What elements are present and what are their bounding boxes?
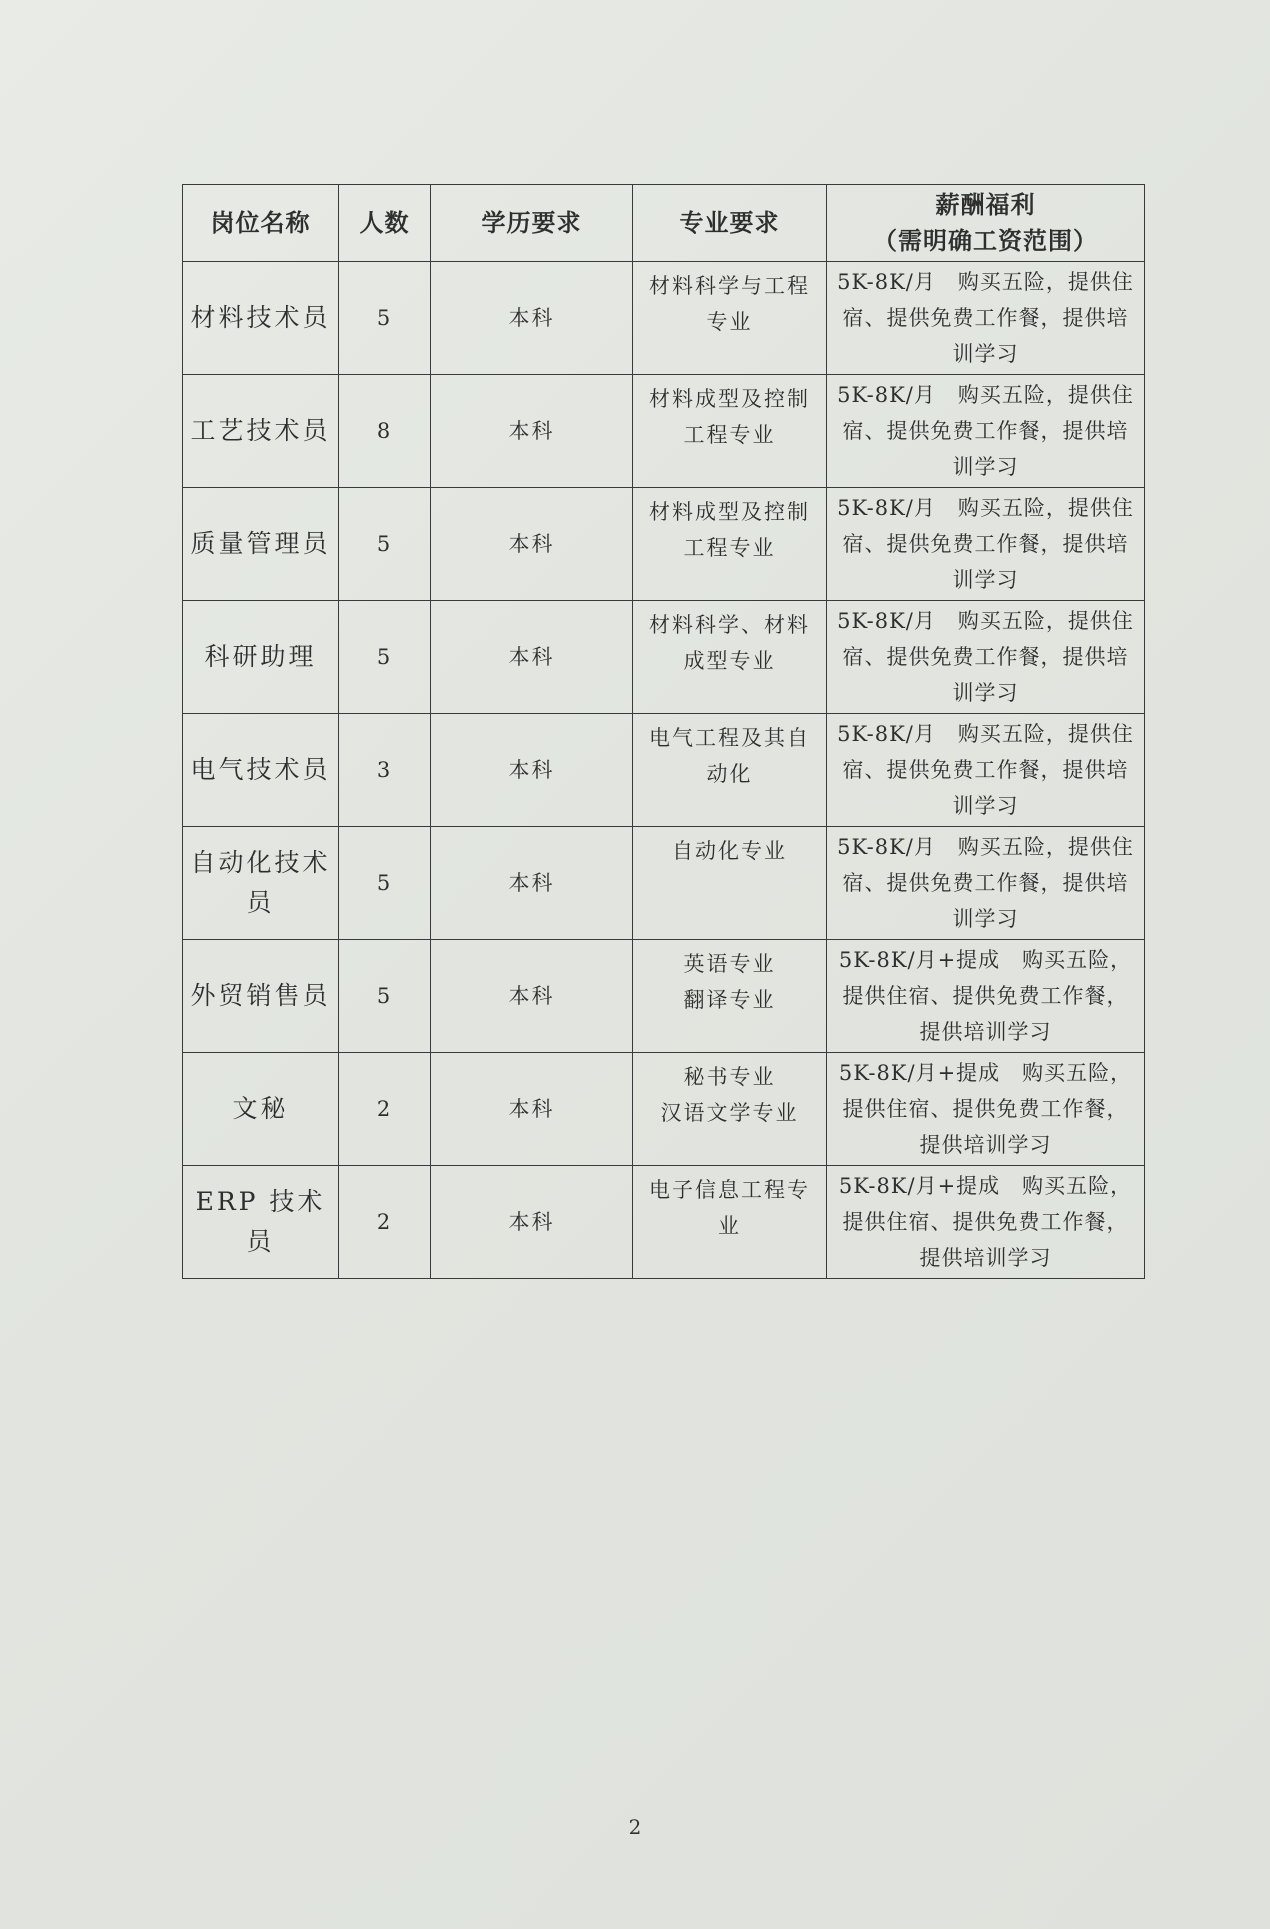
salary-cell: 5K-8K/月 购买五险，提供住宿、提供免费工作餐，提供培训学习 [827,601,1145,714]
major-cell: 材料成型及控制工程专业 [633,375,827,488]
recruitment-table [182,184,1145,1279]
salary-cell: 5K-8K/月 购买五险，提供住宿、提供免费工作餐，提供培训学习 [827,827,1145,940]
count-cell: 5 [339,827,431,940]
major-cell: 秘书专业 汉语文学专业 [633,1053,827,1166]
position-cell: 电气技术员 [183,714,339,827]
major-cell: 电子信息工程专业 [633,1166,827,1279]
major-cell: 材料成型及控制工程专业 [633,488,827,601]
salary-cell: 5K-8K/月 购买五险，提供住宿、提供免费工作餐，提供培训学习 [827,714,1145,827]
position-cell: 材料技术员 [183,262,339,375]
position-cell: 文秘 [183,1053,339,1166]
header-count: 人数 [339,185,431,262]
header-major: 专业要求 [633,185,827,262]
education-cell: 本科 [431,601,633,714]
count-cell: 5 [339,601,431,714]
table-row [183,488,1145,601]
header-position: 岗位名称 [183,185,339,262]
page-number: 2 [628,1815,642,1839]
table-header-row [183,185,1145,262]
education-cell: 本科 [431,375,633,488]
count-cell: 3 [339,714,431,827]
table-row [183,601,1145,714]
count-cell: 2 [339,1166,431,1279]
major-cell: 电气工程及其自动化 [633,714,827,827]
table-row [183,1053,1145,1166]
position-cell: 自动化技术员 [183,827,339,940]
position-cell: 科研助理 [183,601,339,714]
position-cell: ERP 技术员 [183,1166,339,1279]
count-cell: 5 [339,262,431,375]
major-cell: 自动化专业 [633,827,827,940]
salary-cell: 5K-8K/月 购买五险，提供住宿、提供免费工作餐，提供培训学习 [827,375,1145,488]
salary-cell: 5K-8K/月+提成 购买五险，提供住宿、提供免费工作餐，提供培训学习 [827,1166,1145,1279]
major-cell: 材料科学与工程专业 [633,262,827,375]
education-cell: 本科 [431,1053,633,1166]
salary-cell: 5K-8K/月 购买五险，提供住宿、提供免费工作餐，提供培训学习 [827,488,1145,601]
education-cell: 本科 [431,262,633,375]
count-cell: 5 [339,488,431,601]
salary-cell: 5K-8K/月 购买五险，提供住宿、提供免费工作餐，提供培训学习 [827,262,1145,375]
major-cell: 英语专业 翻译专业 [633,940,827,1053]
header-salary-title: 薪酬福利 [935,191,1036,219]
major-cell: 材料科学、材料成型专业 [633,601,827,714]
table-row [183,1166,1145,1279]
count-cell: 2 [339,1053,431,1166]
header-salary-subtitle: （需明确工资范围） [873,227,1098,255]
position-cell: 工艺技术员 [183,375,339,488]
table-row [183,262,1145,375]
table-row [183,827,1145,940]
education-cell: 本科 [431,1166,633,1279]
header-salary [827,185,1145,262]
header-education: 学历要求 [431,185,633,262]
table-row [183,714,1145,827]
table-row [183,375,1145,488]
table-row [183,940,1145,1053]
salary-cell: 5K-8K/月+提成 购买五险，提供住宿、提供免费工作餐，提供培训学习 [827,1053,1145,1166]
education-cell: 本科 [431,488,633,601]
salary-cell: 5K-8K/月+提成 购买五险，提供住宿、提供免费工作餐，提供培训学习 [827,940,1145,1053]
count-cell: 5 [339,940,431,1053]
position-cell: 质量管理员 [183,488,339,601]
position-cell: 外贸销售员 [183,940,339,1053]
education-cell: 本科 [431,940,633,1053]
count-cell: 8 [339,375,431,488]
education-cell: 本科 [431,827,633,940]
education-cell: 本科 [431,714,633,827]
